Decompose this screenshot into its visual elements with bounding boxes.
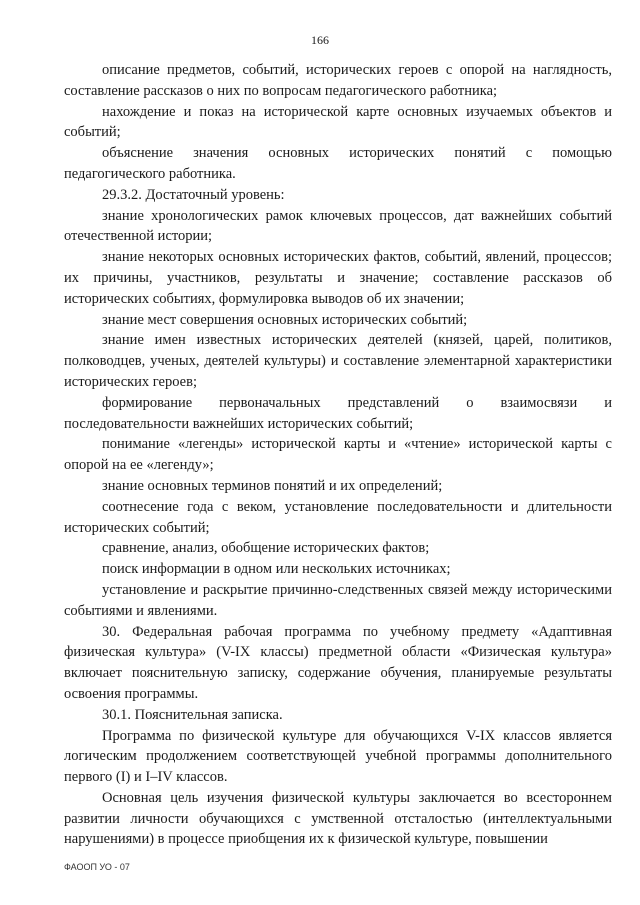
paragraph: знание некоторых основных исторических фактов, событий, явлений, процессов; их причины, участников, результаты и значение; составление рассказов об исторических событиях, формулировка выводов об их значении; — [64, 249, 612, 307]
paragraph: объяснение значения основных исторических понятий с помощью педагогического работника. — [64, 145, 612, 182]
section-heading: 29.3.2. Достаточный уровень: — [102, 186, 285, 203]
section-heading: 30.1. Пояснительная записка. — [102, 706, 283, 723]
paragraph: знание хронологических рамок ключевых процессов, дат важнейших событий отечественной истории; — [64, 207, 612, 245]
paragraph: сравнение, анализ, обобщение исторических фактов; — [102, 540, 430, 557]
paragraph: Основная цель изучения физической культуры заключается во всестороннем развитии личности обучающихся с умственной отсталостью (интеллектуальными нарушениями) в процессе приобщения их к физической культуре, повышении — [64, 789, 612, 848]
paragraph: формирование первоначальных представлений о взаимосвязи и последовательности важнейших исторических событий; — [64, 394, 612, 432]
paragraph: нахождение и показ на исторической карте основных изучаемых объектов и событий; — [64, 103, 612, 141]
paragraph: установление и раскрытие причинно-следственных связей между историческими событиями и явлениями. — [64, 581, 612, 619]
paragraph: Программа по физической культуре для обучающихся V-IX классов является логическим продолжением соответствующей учебной программы дополнительного первого (I) и I–IV классов. — [64, 727, 612, 786]
paragraph: описание предметов, событий, исторических героев с опорой на наглядность, составление рассказов о них по вопросам педагогического работника; — [64, 62, 612, 99]
document-body — [64, 60, 612, 850]
paragraph: 30. Федеральная рабочая программа по учебному предмету «Адаптивная физическая культура» (V-IX классы) предметной области «Физическая культура» включает пояснительную записку, содержание обучения, планируемые результаты освоения программы. — [64, 623, 612, 702]
paragraph: знание мест совершения основных исторических событий; — [102, 311, 468, 328]
footer-document-code: ФАООП УО - 07 — [64, 862, 130, 872]
paragraph: знание имен известных исторических деятелей (князей, царей, политиков, полководцев, ученых, деятелей культуры) и составление элементарной характеристики исторических героев; — [64, 332, 612, 390]
paragraph: понимание «легенды» исторической карты и «чтение» исторической карты с опорой на ее «легенду»; — [64, 436, 612, 474]
paragraph: поиск информации в одном или нескольких источниках; — [102, 561, 451, 578]
page-number: 166 — [311, 33, 329, 47]
paragraph: соотнесение года с веком, установление последовательности и длительности исторических событий; — [64, 498, 612, 536]
paragraph: знание основных терминов понятий и их определений; — [102, 477, 443, 494]
